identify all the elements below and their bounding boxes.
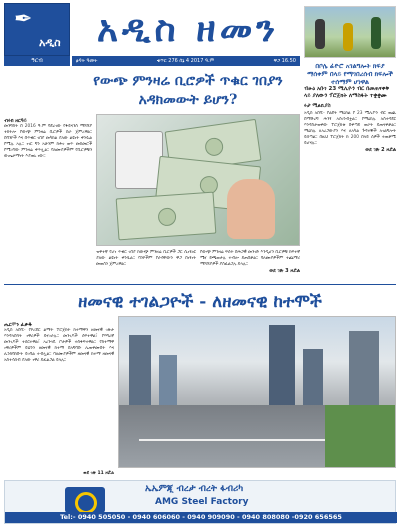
currency-photo bbox=[96, 114, 300, 246]
mid-column-text-2: የውጭ ምንዛሬ ፍሰት በሕጋዊ መንገድ እንዲሆን ቢሮዎቹ ከፍተኛ ሚና ይጫወታሉ ተብሎ ይጠበቃል። ባለሙያዎችም ተጨማሪ ማሻሻያዎች ያስፈልጋሉ ይላሉ። bbox=[200, 250, 300, 267]
side-article bbox=[304, 86, 396, 153]
side-continue-link[interactable]: ወደ ገጽ 2 ዞሯል bbox=[365, 147, 396, 153]
advertisement[interactable] bbox=[4, 480, 396, 524]
lead-article-column bbox=[4, 118, 92, 160]
city-article-column bbox=[4, 322, 114, 364]
lead-article-mid-column bbox=[96, 250, 196, 268]
side-article-byline: ሩታ ሚልኪያስ bbox=[304, 103, 331, 109]
main-headline[interactable]: የውጭ ምንዛሬ ቢሮዎች ጥቁር ገበያን አዳክመውት ይሆን? bbox=[93, 73, 283, 108]
continue-link[interactable]: ወደ ገጽ 3 ዞሯል bbox=[269, 268, 300, 274]
issue-price: ዋጋ 16.50 bbox=[273, 58, 296, 64]
promo-photo bbox=[304, 6, 396, 58]
city-photo bbox=[118, 316, 396, 468]
side-article-text: አዲስ አበባ፡- የልደት ማዕከል የ 23 ሚሊዮን ብር ወጪ በማድረግ ሕንፃ አስገንብቷል። የማዕከሉ አስተዳደር እንዳስታወቀው ፕሮጀክቱ በቀጣይ ወራት ይጠናቀቃል። ማዕከሉ ለአረጋውያን እና ለአካል ጉዳተኞች አገልግሎት ይሰጣል። በዚህ ፕሮጀክት ከ 200 በላይ ሰዎች ተጠቃሚ ይሆናሉ። bbox=[304, 111, 396, 146]
issue-info-bar bbox=[72, 56, 300, 66]
gear-icon bbox=[65, 487, 105, 513]
promo-headline[interactable]: በቦሌ ፊዮሮ አገልግሎት ክፍያ ማሰቀም በላይ የማገበረሰብ ክፍሎች ተሰማም ሆነዋል bbox=[307, 62, 393, 86]
section-divider bbox=[4, 284, 396, 285]
lead-article-text: መንግስት በ 2016 ዓ.ም ባደረገው የፋይናንስ ማሻሻያ ተከትሎ የውጭ ምንዛሬ ቢሮዎች ስራ ጀምረዋል። በባንኮች እና በጥቁር ገበያ መካከል ያለው ልዩነት ቀንሷል የሚሉ አሉ። ነገር ግን አሁንም ከሕገ ወጥ መስመሮች የሚገኘው ምንዛሬ ቀጥሏል። ባለሙያዎችም የቢሮዎቹን ውጤታማነት እያጠኑ ነው። bbox=[4, 124, 92, 159]
city-article-text: አዲስ አበባ፡- የኮሪደር ልማት ፕሮጀክት ከተማዋን ዘመናዊ ገጽታ እንዳላበሳት ነዋሪዎች ይናገራሉ። መንገዶች ሰፍተዋል፣ የእግረኛ መንገዶች ተሰርተዋል፣ አረንጓዴ ቦታዎች ተስፋፍተዋል። የከተማዋ ነዋሪዎችም ይህንን ዘመናዊ ከተማ በአግባቡ ሊጠቀሙበት እና ሊንከባከቡት ይገባል ተብሏል። ባለሙያዎችም ዘመናዊ ከተማ ዘመናዊ አስተሳሰብ ያለው ነዋሪ ይፈልጋል ይላሉ። bbox=[4, 328, 114, 363]
lead-article-byline: ብሩክ ዘርዓይ bbox=[4, 118, 27, 124]
ad-name-english: AMG Steel Factory bbox=[155, 497, 249, 507]
side-article-heading[interactable]: ብፁዕ አቡነ 23 ሚሊዮን ብር በመጠናቀቅ ላይ ያለውን ፕሮጀክት ለማስፋት ተቋቋሙ bbox=[304, 86, 390, 99]
ad-phone-numbers: Tel:- 0940 505050 - 0940 606060 - 0940 909090 - 0940 808080 -0920 656565 bbox=[5, 512, 397, 523]
city-article-byline: ሔርሞን ፈቃዱ bbox=[4, 322, 33, 328]
day-label: ዓርብ bbox=[4, 56, 70, 66]
issue-date: ቁጥር 276 ሰኔ 4 2017 ዓ.ም bbox=[156, 58, 215, 64]
lead-article-right-column bbox=[200, 250, 300, 274]
issue-year: ፅዳት ዓመት bbox=[76, 58, 98, 64]
masthead-logo bbox=[4, 3, 70, 56]
logo-name: አዲስ bbox=[39, 36, 61, 49]
mid-column-text: ዝቅተኛ የሆነ ጥቁር ገበያ ከውጭ ምንዛሬ ቢሮዎች ጋር ሲነፃፀር ያለው ልዩነት ቀንሷል። ባንኮችም የራሳቸውን ዋጋ በነፃነት መወሰን ጀምረዋል። bbox=[96, 250, 196, 267]
quill-icon: ✒ bbox=[14, 7, 33, 32]
nameplate: አዲስ ዘመን bbox=[96, 8, 280, 50]
ad-name-amharic: ኤኤምጂ ብረታ ብረት ፋብሪካ bbox=[145, 484, 244, 494]
city-continue-link[interactable]: ወደ ገጽ 11 ዞሯል bbox=[83, 471, 114, 476]
second-headline[interactable]: ዘመናዊ ተገልጋዮች - ለዘመናዊ ከተሞች bbox=[78, 292, 322, 312]
